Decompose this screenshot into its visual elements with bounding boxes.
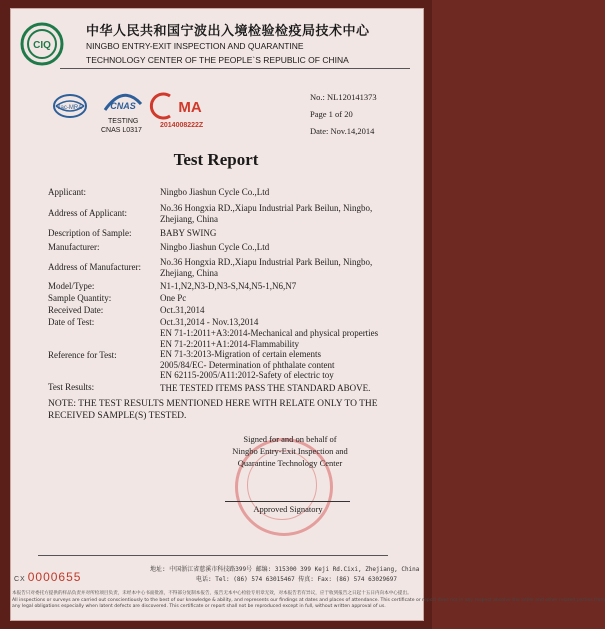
footer-address: 地址: 中国浙江省慈溪市科技路399号 邮编: 315300 399 Keji Rd.Cixi, Zhejiang, China <box>150 566 420 573</box>
cma-logo-text: MA <box>178 99 202 116</box>
sample-description-label: Description of Sample: <box>48 228 132 238</box>
disclaimer-chinese: 本报告只对委托方提供的样品负责并对所检项目负责，未经本中心书面批准，不得部分复制本报告，报告无本中心检验专用章无效，对本报告若有异议，应于收到报告之日起十五日内向本中心提出。 <box>12 591 412 596</box>
cma-number: 2014008222Z <box>160 122 204 129</box>
received-date-value: Oct.31,2014 <box>160 305 205 315</box>
signature-line2: Ningbo Entry-Exit Inspection and <box>232 446 348 456</box>
serial-value: 0000655 <box>27 570 82 584</box>
ilac-logo-text: ilac-MRA <box>57 105 83 111</box>
cma-logo-icon <box>160 92 208 120</box>
page-indicator: Page 1 of 20 <box>310 109 353 119</box>
test-date-label: Date of Test: <box>48 317 95 327</box>
report-date: Date: Nov.14,2014 <box>310 126 375 136</box>
model-type-value: N1-1,N2,N3-D,N3-S,N4,N5-1,N6,N7 <box>160 281 297 291</box>
ilac-mra-logo-icon <box>50 93 90 123</box>
reference-item: EN 71-3:2013-Migration of certain elements <box>160 349 321 359</box>
signature-line <box>225 501 350 502</box>
model-type-label: Model/Type: <box>48 281 95 291</box>
applicant-address-value: No.36 Hongxia RD.,Xiapu Industrial Park Beilun, Ningbo, Zhejiang, China <box>160 203 373 224</box>
disclaimer-english-1: All inspections or surveys are carried out conscientiously to the best of our knowledge & ability, and represents our findings at dates and places of attendance. This certificate or report does not in any respect absolve the seller and other related parties from <box>12 598 605 603</box>
sample-description-value: BABY SWING <box>160 228 217 238</box>
cnas-number-label: CNAS L0317 <box>101 127 142 134</box>
org-name-english-line1: NINGBO ENTRY-EXIT INSPECTION AND QUARANTINE <box>86 41 304 51</box>
manufacturer-address-value: No.36 Hongxia RD.,Xiapu Industrial Park Beilun, Ningbo, Zhejiang, China <box>160 257 373 278</box>
cnas-logo-icon <box>101 90 145 116</box>
manufacturer-address-label: Address of Manufacturer: <box>48 262 141 272</box>
reference-item: EN 62115-2005/A11:2012-Safety of electric toy <box>160 370 334 380</box>
reference-item: EN 71-2:2011+A1:2014-Flammability <box>160 338 299 349</box>
sample-quantity-value: One Pc <box>160 293 187 303</box>
test-results-label: Test Results: <box>48 382 95 392</box>
signature-line1: Signed for and on behalf of <box>243 434 337 444</box>
reference-list <box>160 328 400 381</box>
ciq-logo-text: CIQ <box>33 40 51 51</box>
test-date-value: Oct.31,2014 - Nov.13,2014 <box>160 317 259 327</box>
sample-quantity-label: Sample Quantity: <box>48 293 112 303</box>
signature-line3: Quarantine Technology Center <box>237 458 343 468</box>
header-divider <box>60 68 410 69</box>
reference-item: 2005/84/EC- Determination of phthalate content <box>160 359 335 370</box>
org-name-chinese: 中华人民共和国宁波出入境检验检疫局技术中心 <box>86 24 370 39</box>
received-date-label: Received Date: <box>48 305 104 315</box>
note-text: NOTE: THE TEST RESULTS MENTIONED HERE WITH RELATE ONLY TO THE RECEIVED SAMPLE(S) TESTED. <box>48 399 378 421</box>
reference-item: EN 71-1:2011+A3:2014-Mechanical and physical properties <box>160 328 379 338</box>
disclaimer-english-2: any legal obligations especially when latent defects are discovered. This certificate or report shall not be reproduced except in full, without written approval of us. <box>12 604 386 609</box>
footer-phone: 电话: Tel: (86) 574 63015467 传真: Fax: (86) 574 63029697 <box>196 576 398 583</box>
manufacturer-value: Ningbo Jiashun Cycle Co.,Ltd <box>160 242 270 252</box>
footer-divider <box>38 555 388 556</box>
applicant-label: Applicant: <box>48 187 86 197</box>
ciq-logo-icon <box>20 22 64 66</box>
report-number: No.: NL120141373 <box>310 92 377 102</box>
reference-label: Reference for Test: <box>48 350 117 360</box>
org-name-english-line2: TECHNOLOGY CENTER OF THE PEOPLE`S REPUBLIC OF CHINA <box>86 55 349 65</box>
manufacturer-label: Manufacturer: <box>48 242 100 252</box>
serial-number <box>14 570 81 584</box>
cnas-logo-text: CNAS <box>110 101 136 111</box>
approved-signatory-label: Approved Signatory <box>253 504 323 514</box>
cnas-testing-label: TESTING <box>108 118 139 125</box>
test-results-value: THE TESTED ITEMS PASS THE STANDARD ABOVE. <box>160 383 371 393</box>
applicant-value: Ningbo Jiashun Cycle Co.,Ltd <box>160 187 270 197</box>
applicant-address-label: Address of Applicant: <box>48 208 127 218</box>
serial-prefix: CX <box>14 576 26 583</box>
report-title: Test Report <box>173 150 259 169</box>
